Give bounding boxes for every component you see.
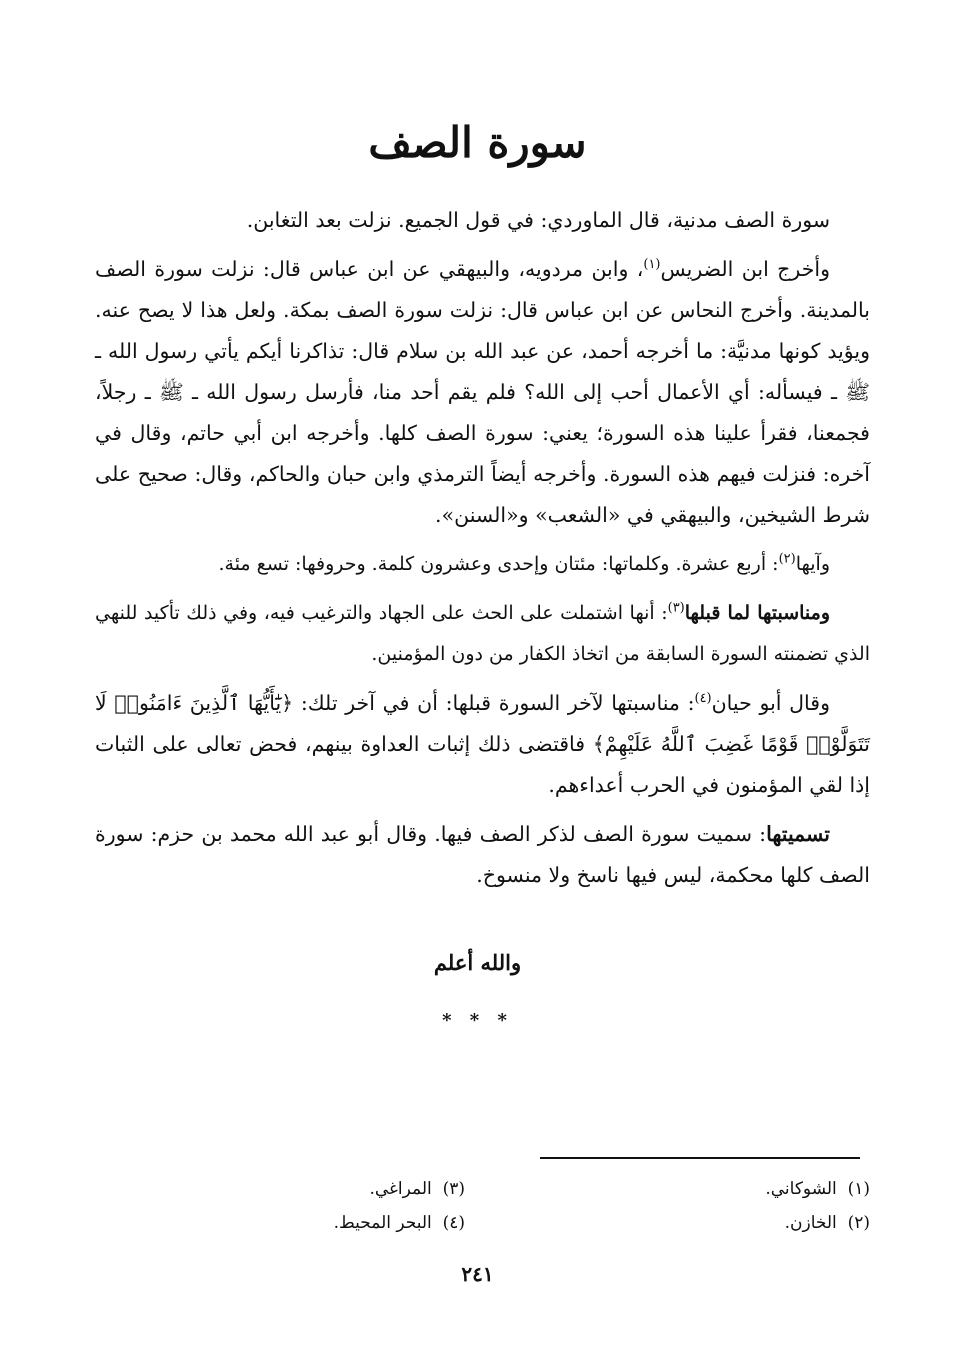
paragraph-text: وآيها	[795, 553, 830, 575]
section-separator: * * *	[442, 1010, 513, 1031]
footnote-divider	[540, 1157, 860, 1159]
footnote-column	[765, 1172, 870, 1240]
footnote-item	[765, 1172, 870, 1206]
footnote-item	[765, 1206, 870, 1240]
footnote-ref[interactable]: (٤)	[694, 691, 712, 707]
footnote-ref[interactable]: (٢)	[778, 551, 796, 567]
paragraph-text: : أنها اشتملت على الحث على الجهاد والترغيب فيه، وفي ذلك تأكيد للنهي الذي تضمنته السورة السابقة من اتخاذ الكفار من دون المؤمنين.	[95, 602, 870, 665]
paragraph-narrations	[95, 249, 870, 536]
footnote-ref[interactable]: (١)	[643, 257, 661, 273]
footnote-number: (١)	[847, 1179, 870, 1199]
paragraph-text: : سميت سورة الصف لذكر الصف فيها. وقال أبو عبد الله محمد بن حزم: سورة الصف كلها محكمة، ليس فيها ناسخ ولا منسوخ.	[95, 822, 870, 887]
paragraph-abu-hayyan	[95, 683, 870, 806]
closing-phrase: والله أعلم	[433, 950, 522, 975]
footnote-number: (٢)	[847, 1213, 870, 1233]
surah-title: سورة الصف	[368, 118, 587, 167]
section-label: تسميتها	[766, 822, 830, 846]
page-number: ٢٤١	[461, 1262, 494, 1286]
paragraph-text: : أربع عشرة. وكلماتها: مئتان وإحدى وعشرون كلمة. وحروفها: تسع مئة.	[218, 553, 779, 575]
footnote-column	[334, 1172, 465, 1240]
paragraph-text: : مناسبتها لآخر السورة قبلها: أن في آخر تلك: ﴿يَٰٓأَيُّهَا ٱلَّذِينَ ءَامَنُوا۟ لَا تَتَوَلَّوْا۟ قَوْمًا غَضِبَ ٱللَّهُ عَلَيْهِمْ﴾ فاقتضى ذلك إثبات العداوة بينهم، فحض تعالى على الثبات إذا لقي المؤمنون في الحرب أعداءهم.	[95, 691, 870, 797]
paragraph-text: سورة الصف مدنية، قال الماوردي: في قول الجميع. نزلت بعد التغابن.	[246, 208, 830, 232]
footnote-ref[interactable]: (٣)	[667, 600, 685, 616]
paragraph-naming	[95, 814, 870, 896]
footnote-number: (٤)	[442, 1213, 465, 1233]
footnote-item	[334, 1172, 465, 1206]
footnote-text: البحر المحيط.	[333, 1213, 432, 1233]
paragraph-relation	[95, 593, 870, 675]
paragraph-revelation	[95, 200, 870, 241]
paragraph-verse-count	[95, 544, 870, 585]
paragraph-text: وأخرج ابن الضريس	[660, 257, 830, 281]
section-label: ومناسبتها لما قبلها	[684, 602, 830, 624]
footnote-text: المراغي.	[369, 1179, 432, 1199]
body-text	[95, 200, 870, 904]
paragraph-text: ، وابن مردويه، والبيهقي عن ابن عباس قال: نزلت سورة الصف بالمدينة. وأخرج النحاس عن ابن عباس قال: نزلت سورة الصف بمكة. ولعل هذا لا يصح عنه. ويؤيد كونها مدنيَّة: ما أخرجه أحمد، عن عبد الله بن سلام قال: تذاكرنا أيكم يأتي رسول الله ـ ﷺ ـ فيسأله: أي الأعمال أحب إلى الله؟ فلم يقم أحد منا، فأرسل رسول الله ـ ﷺ ـ رجلاً، فجمعنا، فقرأ علينا هذه السورة؛ يعني: سورة الصف كلها. وأخرجه ابن أبي حاتم، وقال في آخره: فنزلت فيهم هذه السورة. وأخرجه أيضاً الترمذي وابن حبان والحاكم، وقال: صحيح على شرط الشيخين، والبيهقي في «الشعب» و«السنن».	[95, 257, 870, 527]
footnote-text: الخازن.	[784, 1213, 837, 1233]
footnote-item	[334, 1206, 465, 1240]
paragraph-text: وقال أبو حيان	[711, 691, 831, 715]
footnote-number: (٣)	[442, 1179, 465, 1199]
footnote-text: الشوكاني.	[765, 1179, 837, 1199]
